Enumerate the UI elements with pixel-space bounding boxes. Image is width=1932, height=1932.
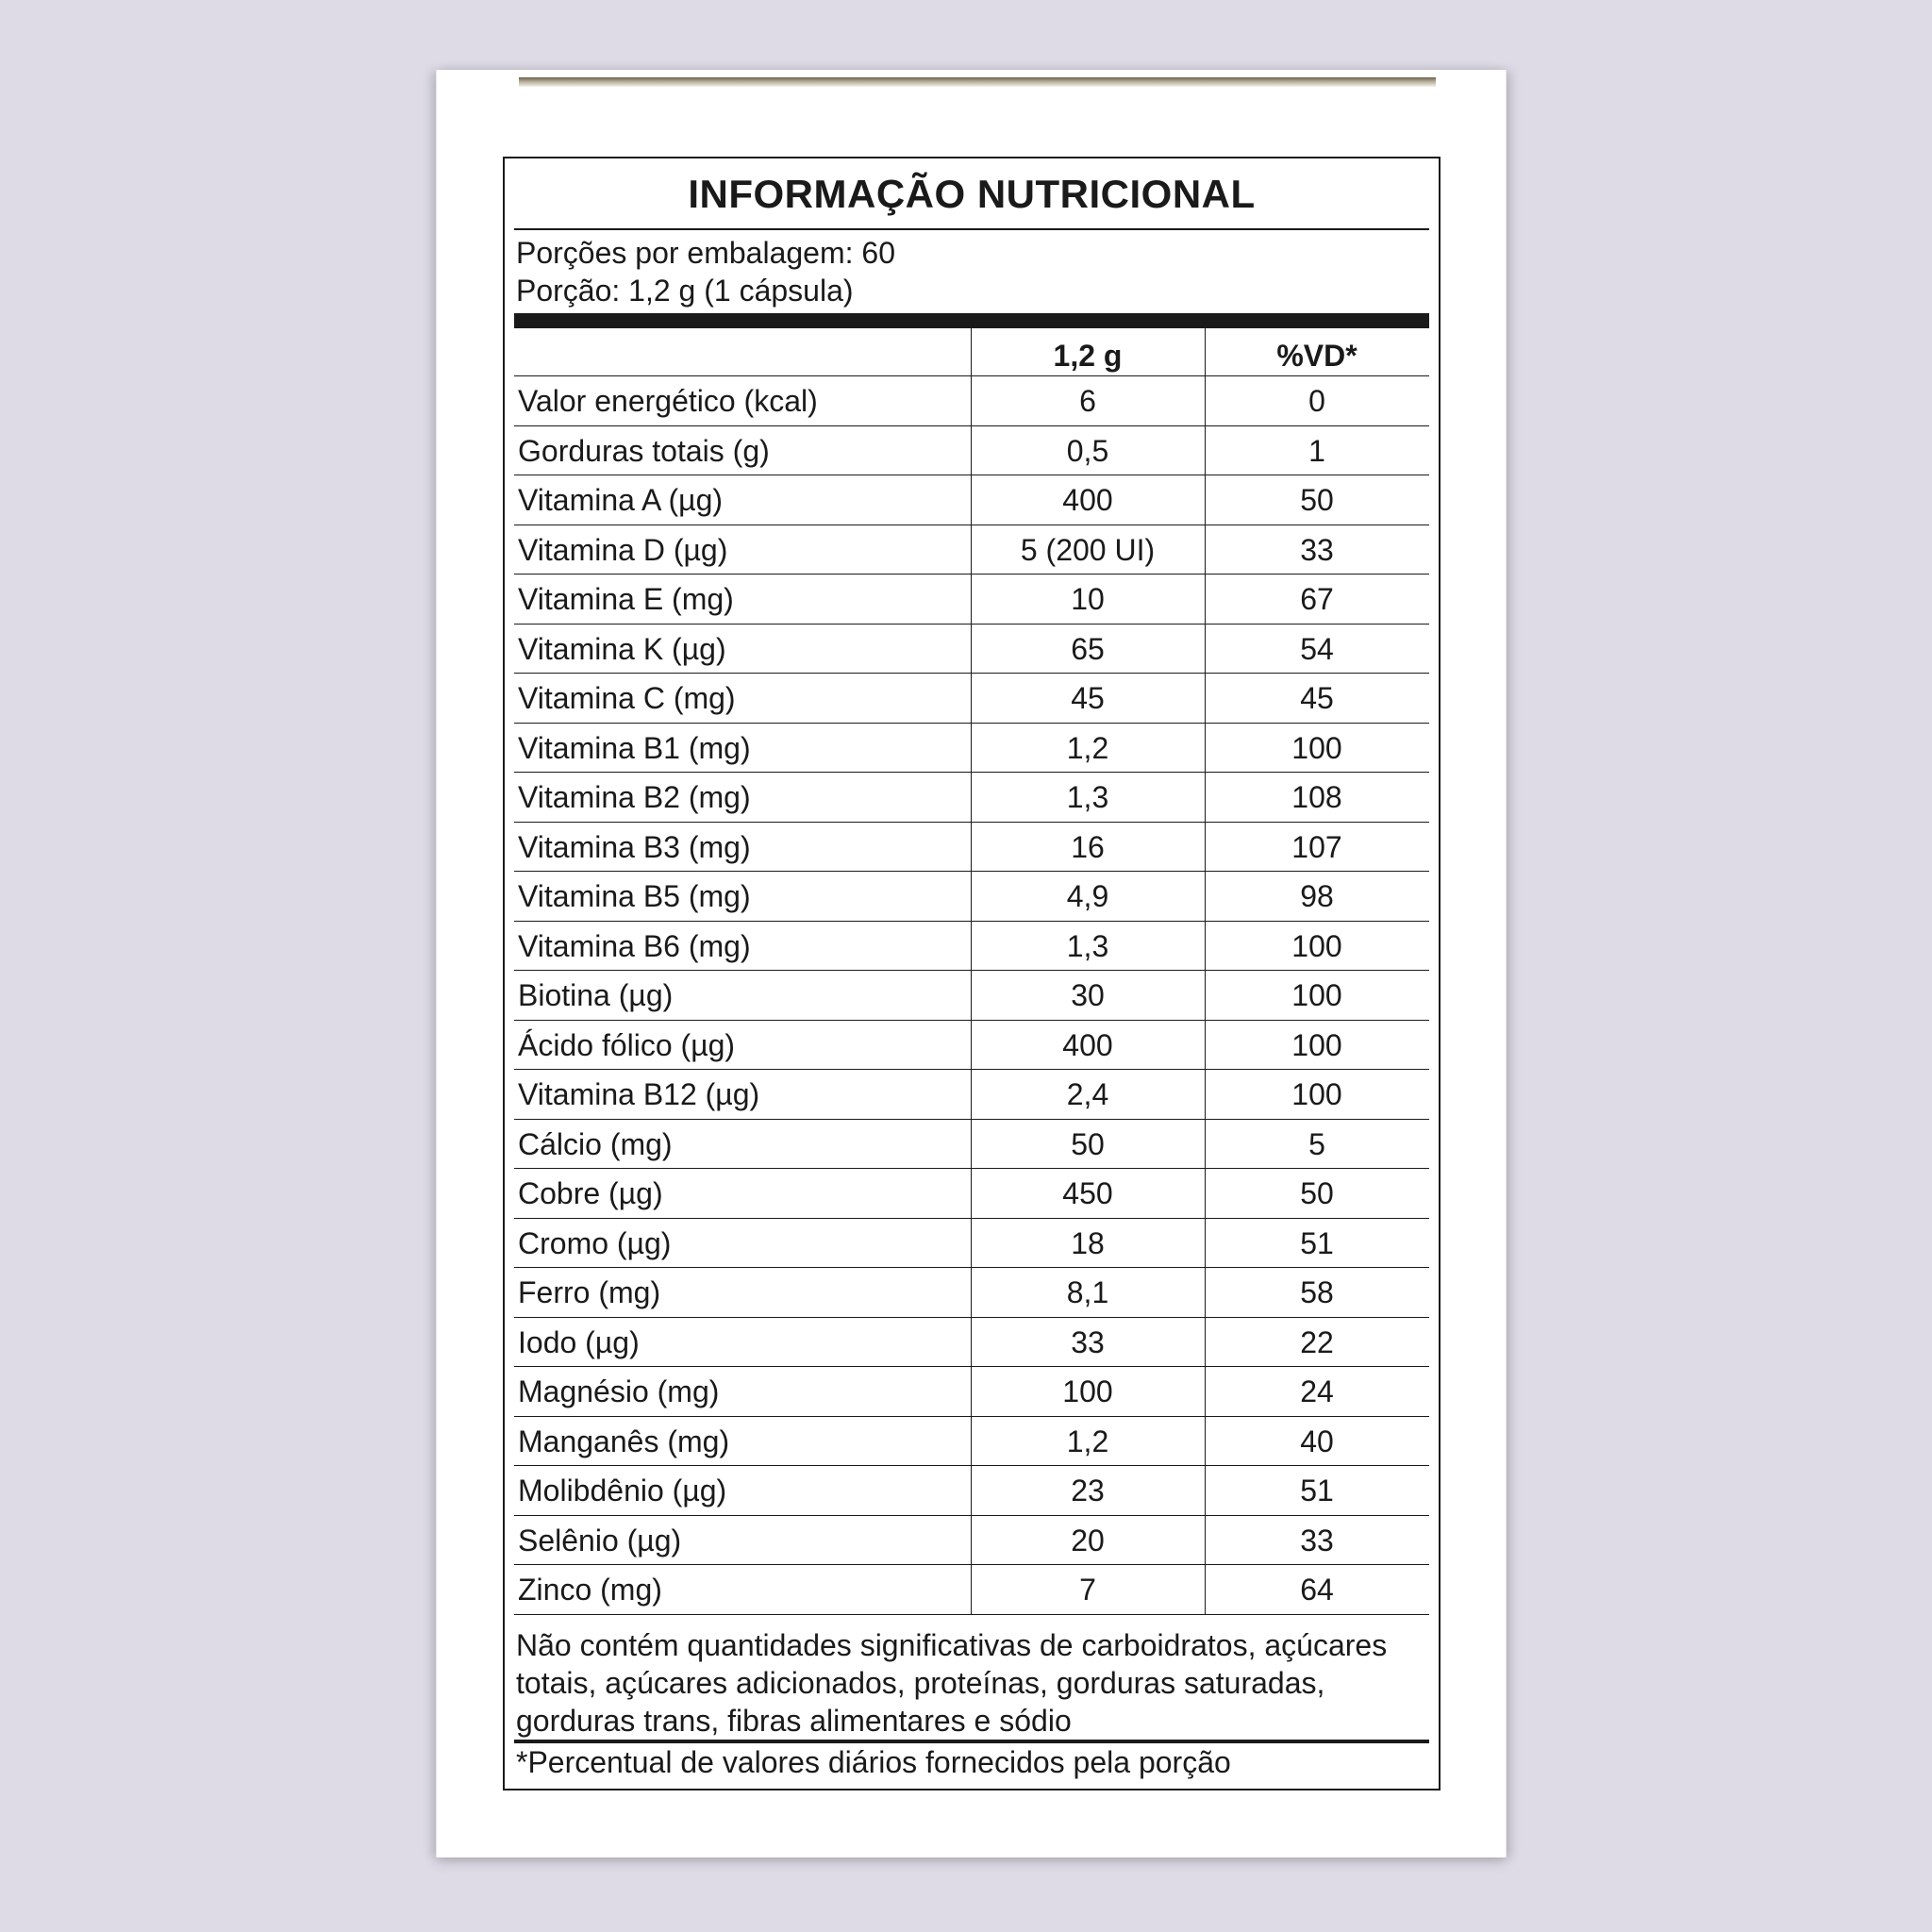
dv-column-header: %VD* [1276,339,1357,373]
nutrient-amount: 400 [1062,1027,1113,1062]
nutrient-daily-value: 51 [1300,1225,1334,1260]
nutrient-name: Vitamina B2 (mg) [518,780,751,814]
nutrient-amount: 1,3 [1066,928,1109,963]
nutrient-amount: 7 [1079,1573,1096,1607]
table-row [514,1516,1429,1566]
box-top-flap [519,77,1436,87]
table-row [514,1070,1429,1120]
nutrient-name: Vitamina E (mg) [518,582,734,616]
nutrient-amount: 1,3 [1066,780,1109,814]
nutrient-amount: 10 [1071,582,1105,616]
table-row [514,575,1429,625]
table-row [514,1367,1429,1417]
table-row [514,376,1429,426]
nutrient-name: Zinco (mg) [518,1573,662,1607]
nutrient-name: Vitamina D (µg) [518,532,728,567]
nutrient-name: Cálcio (mg) [518,1126,673,1161]
nutrient-amount: 30 [1071,978,1105,1012]
table-row [514,971,1429,1021]
nutrient-daily-value: 0 [1308,384,1325,418]
nutrient-name: Vitamina B6 (mg) [518,928,751,963]
table-row [514,674,1429,724]
thick-divider [514,313,1429,328]
nutrient-daily-value: 100 [1291,1077,1342,1111]
table-row [514,1417,1429,1467]
panel-title: INFORMAÇÃO NUTRICIONAL [688,172,1256,216]
nutrient-daily-value: 22 [1300,1324,1334,1359]
nutrient-daily-value: 100 [1291,928,1342,963]
nutrient-amount: 33 [1071,1324,1105,1359]
nutrient-amount: 1,2 [1066,730,1109,765]
nutrient-name: Selênio (µg) [518,1523,682,1557]
nutrient-amount: 4,9 [1066,879,1109,913]
nutrient-daily-value: 33 [1300,532,1334,567]
nutrient-amount: 450 [1062,1176,1113,1210]
nutrient-amount: 20 [1071,1523,1105,1557]
nutrient-name: Ácido fólico (µg) [518,1027,736,1062]
nutrient-daily-value: 33 [1300,1523,1334,1557]
nutrient-daily-value: 100 [1291,978,1342,1012]
nutrient-amount: 18 [1071,1225,1105,1260]
table-row [514,525,1429,575]
nutrient-name: Valor energético (kcal) [518,384,818,418]
nutrient-daily-value: 51 [1300,1474,1334,1507]
serving-size: Porção: 1,2 g (1 cápsula) [516,274,854,308]
table-row [514,1318,1429,1368]
table-row [514,1565,1429,1615]
servings-per-package: Porções por embalagem: 60 [516,236,895,270]
nutrient-amount: 0,5 [1066,433,1109,468]
nutrient-amount: 8,1 [1066,1275,1109,1309]
table-row [514,625,1429,675]
nutrient-name: Vitamina A (µg) [518,483,724,517]
nutrient-name: Vitamina C (mg) [518,681,736,715]
nutrient-daily-value: 50 [1300,483,1334,517]
table-row [514,773,1429,823]
dv-footnote: *Percentual de valores diários fornecidos pela porção [516,1745,1231,1779]
nutrient-name: Iodo (µg) [518,1324,640,1359]
table-row [514,922,1429,972]
nutrient-name: Ferro (mg) [518,1275,661,1309]
nutrient-daily-value: 58 [1300,1275,1334,1309]
table-row [514,1219,1429,1269]
table-row [514,1169,1429,1219]
nutrient-amount: 6 [1079,384,1096,418]
title-divider [514,228,1429,230]
nutrient-name: Vitamina B3 (mg) [518,829,751,864]
table-row [514,724,1429,774]
nutrient-amount: 50 [1071,1126,1105,1161]
nutrient-daily-value: 45 [1300,681,1334,715]
table-row [514,1120,1429,1170]
nutrient-amount: 45 [1071,681,1105,715]
table-row [514,823,1429,873]
nutrient-daily-value: 54 [1300,631,1334,666]
nutrient-amount: 16 [1071,829,1105,864]
nutrient-amount: 400 [1062,483,1113,517]
nutrient-daily-value: 100 [1291,1027,1342,1062]
table-row [514,1268,1429,1318]
nutrient-name: Manganês (mg) [518,1424,730,1458]
nutrient-name: Gorduras totais (g) [518,433,770,468]
nutrient-name: Cobre (µg) [518,1176,663,1210]
nutrient-amount: 2,4 [1066,1077,1109,1111]
nutrient-name: Biotina (µg) [518,978,674,1012]
nutrition-facts-panel [503,157,1441,1790]
nutrient-amount: 1,2 [1066,1424,1109,1458]
nutrient-daily-value: 40 [1300,1424,1334,1458]
nutrient-name: Molibdênio (µg) [518,1474,727,1507]
not-significant-note: Não contém quantidades significativas de carboidratos, açúcares totais, açúcares adicionados, proteínas, gorduras saturadas, gorduras trans, fibras alimentares e sódio [516,1628,1388,1738]
nutrient-name: Vitamina B5 (mg) [518,879,751,913]
table-row [514,426,1429,476]
nutrient-name: Vitamina K (µg) [518,631,726,666]
nutrient-amount: 100 [1062,1374,1113,1408]
table-row [514,1021,1429,1071]
nutrient-daily-value: 50 [1300,1176,1334,1210]
nutrient-daily-value: 108 [1291,780,1342,814]
nutrient-amount: 23 [1071,1474,1105,1507]
nutrient-name: Magnésio (mg) [518,1374,720,1408]
table-row [514,475,1429,525]
nutrient-name: Vitamina B1 (mg) [518,730,751,765]
table-row [514,1466,1429,1516]
nutrient-daily-value: 1 [1308,433,1325,468]
nutrient-name: Cromo (µg) [518,1225,672,1260]
table-row [514,872,1429,922]
nutrient-daily-value: 67 [1300,582,1334,616]
nutrient-amount: 5 (200 UI) [1020,532,1156,567]
nutrient-daily-value: 24 [1300,1374,1334,1408]
nutrient-daily-value: 100 [1291,730,1342,765]
nutrient-daily-value: 107 [1291,829,1342,864]
nutrient-daily-value: 64 [1300,1573,1334,1607]
nutrient-daily-value: 5 [1308,1126,1325,1161]
nutrient-amount: 65 [1071,631,1105,666]
nutrient-name: Vitamina B12 (µg) [518,1077,760,1111]
nutrient-daily-value: 98 [1300,879,1334,913]
amount-column-header: 1,2 g [1053,339,1123,373]
